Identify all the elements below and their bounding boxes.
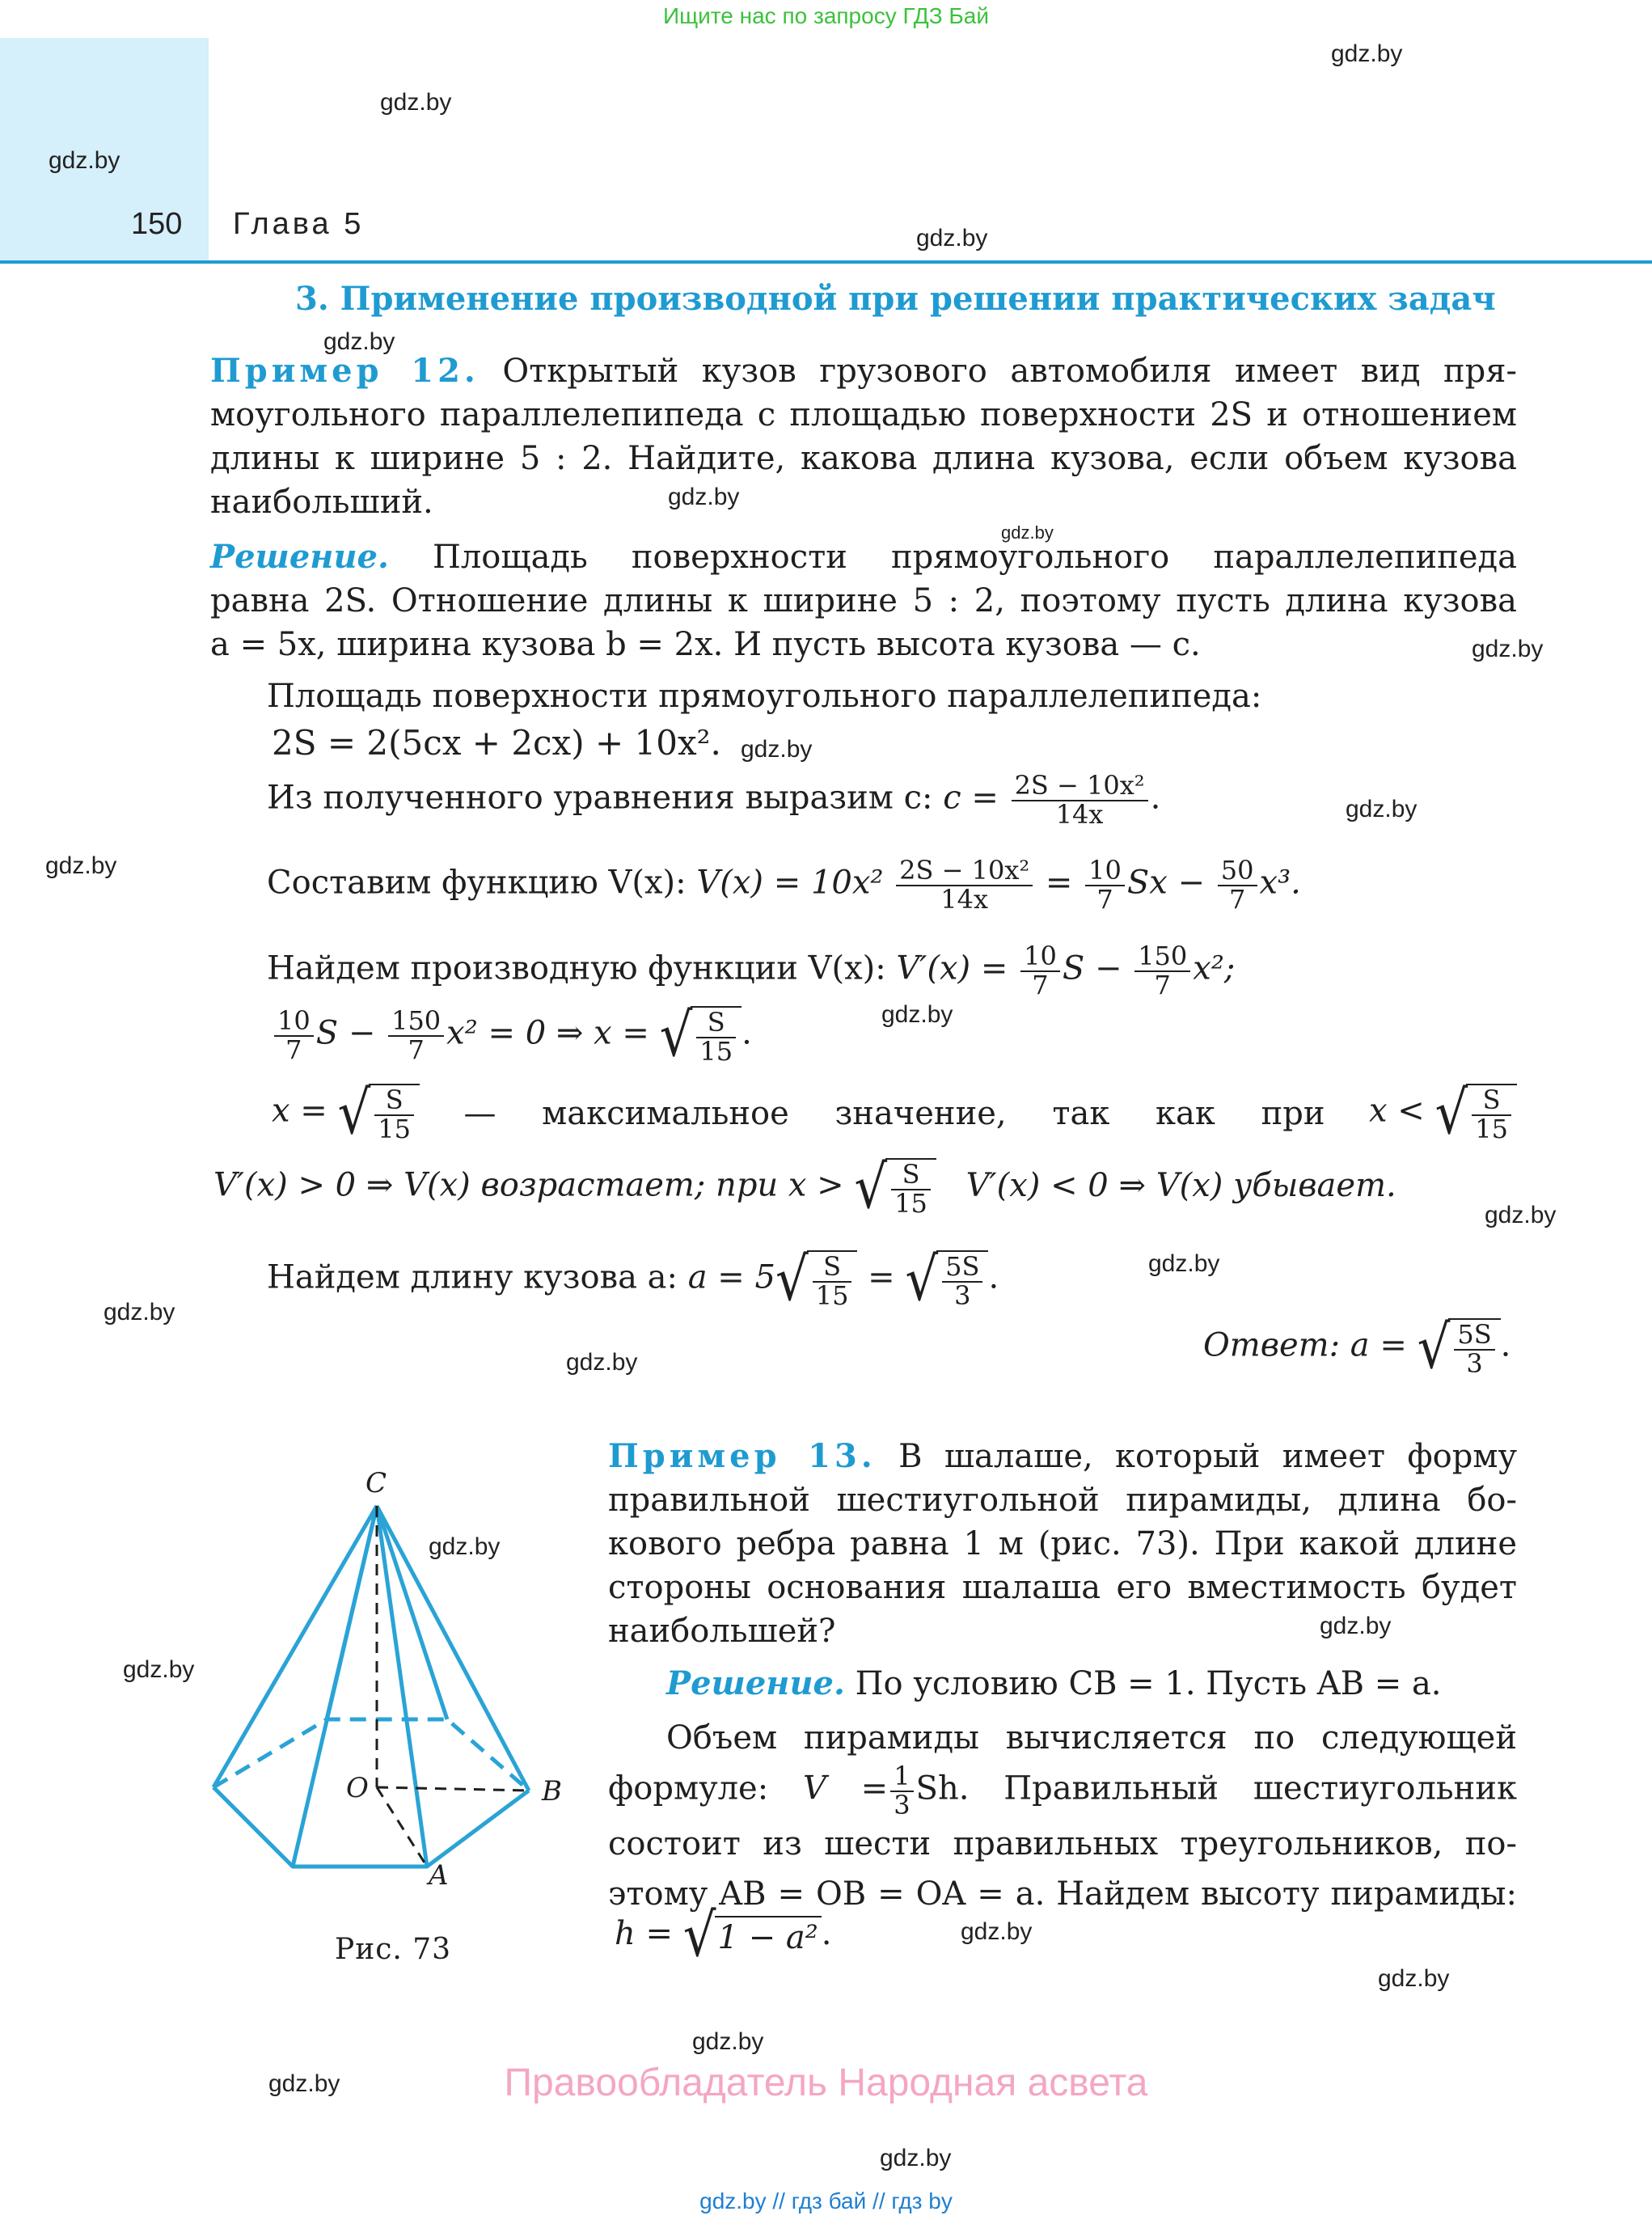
deriv-end: x²;: [1193, 949, 1236, 987]
watermark-7[interactable]: gdz.by: [1001, 522, 1054, 543]
watermark-3[interactable]: gdz.by: [49, 147, 120, 174]
answer-root: √ $\frac{5S}{3}$: [1418, 1318, 1501, 1377]
function-c2-num: 50: [1218, 857, 1257, 886]
solution-12-line1: Площадь поверхности прямоугольного параллелепипеда: [433, 539, 1517, 576]
watermark-15[interactable]: gdz.by: [104, 1299, 175, 1326]
example-12-line1: Открытый кузов грузового автомобиля имеет вид пря-: [502, 353, 1517, 390]
max-right: [1368, 1079, 1517, 1148]
length-root1: √ $\frac{S}{15}$: [775, 1250, 858, 1309]
maximum-line: [272, 1079, 1517, 1148]
derivative: [267, 943, 1235, 999]
edge-c-back-left: [327, 1506, 377, 1719]
solution-13-line2: Объем пирамиды вычисляется по следующей: [666, 1719, 1517, 1757]
watermark-10[interactable]: gdz.by: [1346, 796, 1418, 822]
solution-13-line3a: формуле:: [608, 1769, 769, 1808]
watermark-24[interactable]: gdz.by: [880, 2145, 952, 2171]
answer-line: Ответ: a = √ $\frac{5S}{3}$ .: [1203, 1313, 1511, 1383]
pyramid-base-back: [213, 1719, 529, 1791]
function-text: Составим функцию V(x):: [267, 864, 687, 902]
answer-root-num: 5S: [1454, 1321, 1494, 1351]
function-c2-den: 7: [1228, 883, 1246, 915]
zero-c2: [388, 1005, 444, 1065]
height-end: .: [821, 1915, 832, 1952]
zero-c1-den: 7: [285, 1034, 302, 1065]
section-title: 3. Применение производной при решении практических задач: [295, 280, 1496, 318]
zero-root-den: 15: [699, 1035, 733, 1067]
length-root2-num: 5S: [942, 1254, 982, 1283]
top-banner[interactable]: Ищите нас по запросу ГДЗ Бай: [662, 3, 990, 28]
example-12-line4: наибольший.: [210, 484, 433, 521]
monotonic-line: [213, 1153, 1396, 1223]
watermark-9[interactable]: gdz.by: [741, 736, 813, 763]
height-lhs: h =: [615, 1915, 673, 1952]
edge-c-left: [213, 1506, 377, 1787]
watermark-19[interactable]: gdz.by: [123, 1656, 195, 1683]
function-fraction: [896, 857, 1033, 913]
function-den: 14x: [940, 883, 989, 915]
length-root1-num: S: [813, 1254, 852, 1283]
zero-c1-num: 10: [274, 1008, 314, 1037]
figure-caption: Рис. 73: [335, 1933, 452, 1966]
surface-formula: 2S = 2(5cx + 2cx) + 10x².: [272, 723, 721, 763]
watermark-6[interactable]: gdz.by: [668, 484, 740, 510]
label-a: A: [429, 1859, 449, 1892]
function-c1-den: 7: [1096, 883, 1113, 915]
max-root-num: S: [374, 1087, 414, 1116]
watermark-2[interactable]: gdz.by: [380, 89, 452, 116]
watermark-12[interactable]: gdz.by: [881, 1001, 953, 1028]
deriv-c1: [1020, 943, 1060, 999]
max-left: [272, 1079, 420, 1148]
function-v: [267, 857, 1301, 913]
max-cond: x <: [1368, 1092, 1425, 1130]
max-text: — максимальное значение, так как при: [463, 1094, 1325, 1132]
pyramid-figure: [194, 1456, 598, 1892]
watermark-13[interactable]: gdz.by: [1485, 1202, 1557, 1228]
deriv-c1-den: 7: [1032, 969, 1049, 1000]
surface-text: Площадь поверхности прямоугольного параллелепипеда:: [267, 678, 1262, 715]
express-fraction: [1012, 772, 1148, 828]
deriv-text: Найдем производную функции V(x):: [267, 949, 886, 987]
max-cond-root: √ $\frac{S}{15}$: [1435, 1084, 1518, 1143]
solution-13-volume-num: 1: [890, 1763, 913, 1792]
watermark-8[interactable]: gdz.by: [1472, 636, 1544, 662]
function-c2: [1218, 857, 1257, 913]
length-text: Найдем длину кузова a:: [267, 1258, 678, 1296]
length-root2: √ $\frac{5S}{3}$: [905, 1250, 988, 1309]
express-text: Из полученного уравнения выразим c:: [267, 779, 933, 817]
answer-label: Ответ: [1203, 1326, 1329, 1364]
copyright: Правообладатель Народная асвета: [504, 2061, 1148, 2104]
watermark-1[interactable]: gdz.by: [1331, 40, 1403, 67]
length-eq: =: [868, 1258, 895, 1296]
watermark-20[interactable]: gdz.by: [961, 1918, 1033, 1945]
watermark-14[interactable]: gdz.by: [1148, 1250, 1220, 1277]
derivative-zero: $\frac{10}{7}$ S − $\frac{150}{7}$ x² = 0 ⇒ x = √ $\frac{S}{15}$ .: [272, 1006, 752, 1065]
zero-root-num: S: [696, 1009, 736, 1038]
example-13-label: Пример 13.: [608, 1437, 877, 1475]
watermark-4[interactable]: gdz.by: [916, 225, 988, 252]
monotonic-root-den: 15: [894, 1187, 927, 1219]
watermark-11[interactable]: gdz.by: [45, 852, 117, 879]
zero-root: √ $\frac{S}{15}$: [660, 1006, 742, 1065]
solution-13-label: Решение.: [666, 1664, 845, 1702]
function-end: x³.: [1259, 864, 1301, 902]
express-den: 14x: [1055, 798, 1104, 830]
solution-13-line5: этому AB = OB = OA = a. Найдем высоту пирамиды:: [608, 1875, 1517, 1913]
segment-ob: [377, 1787, 529, 1791]
solution-13-volume-fraction: [890, 1763, 913, 1819]
example-13-line1: В шалаше, который имеет форму: [898, 1438, 1518, 1475]
zero-c2-num: 150: [388, 1008, 444, 1037]
example-13-line4: стороны основания шалаша его вместимость будет: [608, 1569, 1517, 1606]
function-c1-num: 10: [1085, 857, 1125, 886]
label-o: O: [346, 1772, 369, 1804]
zero-c1: [274, 1005, 314, 1065]
watermark-16[interactable]: gdz.by: [566, 1349, 638, 1376]
length-lhs: a = 5: [687, 1258, 775, 1296]
max-root: √ $\frac{S}{15}$: [338, 1084, 420, 1143]
deriv-lhs: V′(x) =: [896, 949, 1008, 987]
decrease-text: V′(x) < 0 ⇒ V(x) убывает.: [965, 1166, 1396, 1204]
watermark-23[interactable]: gdz.by: [268, 2070, 340, 2097]
watermark-21[interactable]: gdz.by: [1378, 1965, 1450, 1992]
function-mid: Sx −: [1126, 864, 1206, 902]
deriv-c1-num: 10: [1020, 943, 1060, 972]
example-13-line3: кового ребра равна 1 м (рис. 73). При какой длине: [608, 1525, 1517, 1562]
solution-12: [210, 535, 1517, 666]
solution-13-line3: [608, 1763, 1517, 1819]
chapter-title: Глава 5: [233, 207, 365, 241]
label-b: B: [542, 1775, 562, 1808]
monotonic-root: √ $\frac{S}{15}$: [854, 1158, 936, 1217]
zero-c2-den: 7: [408, 1034, 425, 1065]
length-root1-den: 15: [815, 1279, 849, 1311]
deriv-mid: S −: [1062, 949, 1122, 987]
watermark-5[interactable]: gdz.by: [323, 328, 395, 355]
answer-root-den: 3: [1466, 1347, 1483, 1379]
function-num: 2S − 10x²: [896, 857, 1033, 886]
solution-13-volume-den: 3: [894, 1789, 911, 1820]
solution-13-line1: [666, 1664, 1442, 1702]
length-line: Найдем длину кузова a: a = 5√ $\frac{S}{15}$ = √ $\frac{5S}{3}$ .: [267, 1245, 999, 1315]
header-rule: [0, 260, 1652, 264]
edge-c-a: [377, 1506, 427, 1867]
function-eq: =: [1045, 864, 1073, 902]
example-13-line5: наибольшей?: [608, 1613, 836, 1650]
increase-text: V′(x) > 0 ⇒ V(x) возрастает; при x >: [213, 1166, 844, 1204]
pyramid-base-front: [213, 1787, 529, 1867]
answer-lhs: : a =: [1329, 1326, 1407, 1364]
solution-13-line4: состоит из шести правильных треугольников, по-: [608, 1825, 1517, 1863]
example-12-line2: моугольного параллелепипеда с площадью поверхности 2S и отношением: [210, 396, 1517, 433]
example-13-line2: правильной шестиугольной пирамиды, длина бо-: [608, 1482, 1517, 1519]
express-num: 2S − 10x²: [1012, 772, 1148, 801]
solution-13-volume-lhs: V =: [803, 1769, 889, 1808]
express-lhs: c =: [943, 779, 999, 817]
max-root-den: 15: [378, 1113, 412, 1144]
height-formula: [615, 1901, 832, 1971]
max-x: x =: [272, 1092, 327, 1130]
label-c: C: [365, 1467, 387, 1499]
footer-links[interactable]: gdz.by // гдз бай // гдз by: [699, 2188, 953, 2213]
height-radicand: 1 − a²: [715, 1916, 822, 1956]
watermark-22[interactable]: gdz.by: [692, 2028, 764, 2055]
deriv-c2: [1134, 943, 1190, 999]
example-12: [210, 349, 1517, 524]
solution-12-line3: a = 5x, ширина кузова b = 2x. И пусть высота кузова — c.: [210, 626, 1201, 663]
watermark-18[interactable]: gdz.by: [1320, 1613, 1392, 1639]
max-cond-root-num: S: [1472, 1087, 1511, 1116]
deriv-c2-den: 7: [1154, 969, 1171, 1000]
solution-13-line3b: Sh. Правильный шестиугольник: [915, 1769, 1517, 1808]
example-12-label: Пример 12.: [210, 352, 480, 390]
deriv-c2-num: 150: [1134, 943, 1190, 972]
express-c: Из полученного уравнения выразим c: c = $\frac{\text{2S − 10x²}}{14x}$ .: [267, 770, 1161, 830]
length-root2-den: 3: [954, 1279, 971, 1311]
solution-12-line2: равна 2S. Отношение длины к ширине 5 : 2, поэтому пусть длина кузова: [210, 582, 1517, 619]
monotonic-root-num: S: [891, 1161, 931, 1190]
solution-13-body: [608, 1713, 1517, 1919]
watermark-17[interactable]: gdz.by: [429, 1533, 501, 1560]
zero-mid: S −: [315, 1014, 376, 1052]
function-c1: [1085, 857, 1125, 913]
solution-13-text1: По условию CB = 1. Пусть AB = a.: [855, 1665, 1442, 1702]
solution-12-label: Решение.: [210, 538, 389, 576]
max-cond-root-den: 15: [1475, 1113, 1508, 1144]
function-lhs: V(x) = 10x²: [696, 864, 884, 902]
page-number: 150: [131, 207, 183, 241]
example-12-line3: длины к ширине 5 : 2. Найдите, какова длина кузова, если объем кузова: [210, 440, 1517, 477]
height-root: √1 − a²: [683, 1910, 822, 1962]
zero-end: x² = 0 ⇒ x =: [446, 1014, 649, 1052]
